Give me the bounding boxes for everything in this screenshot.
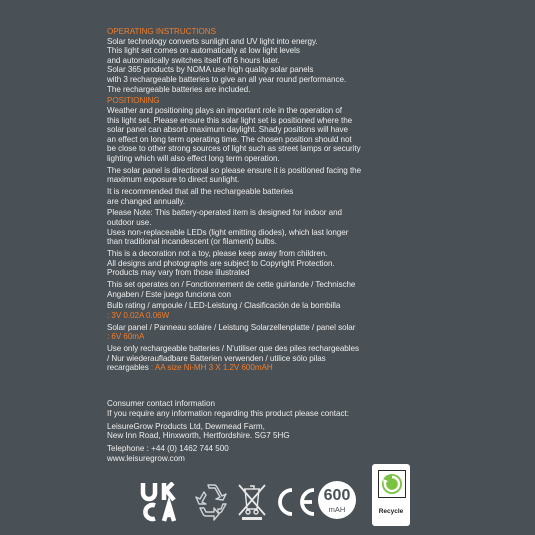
safety-note bbox=[107, 249, 425, 278]
operating-line: and automatically switches itself off 6 hours later. bbox=[107, 55, 280, 65]
positioning-line: an effect on long term operating time. The chosen position should not bbox=[107, 134, 352, 144]
operating-line: This light set comes on automatically at low light levels bbox=[107, 46, 300, 56]
note-line: The solar panel is directional so please ensure it is positioned facing the bbox=[107, 165, 362, 175]
note-line: This set operates on / Fonctionnement de cette guirlande / Technische bbox=[107, 279, 356, 289]
battery-line: / Nur wiederaufladbare Batterien verwenden / utilice sólo pilas bbox=[107, 353, 326, 363]
positioning-line: Weather and positioning plays an important role in the operation of bbox=[107, 105, 342, 115]
ukca-mark-icon bbox=[140, 482, 184, 522]
note-line: than traditional incandescent (or filament) bulbs. bbox=[107, 237, 277, 247]
operating-section bbox=[107, 27, 425, 94]
telephone: Telephone : +44 (0) 1462 744 500 bbox=[107, 444, 229, 454]
instructions-block bbox=[107, 27, 425, 375]
battery-capacity-number: 600 bbox=[323, 487, 351, 504]
solar-panel-value: : 6V 60mA bbox=[107, 332, 145, 342]
positioning-heading: POSITIONING bbox=[107, 96, 160, 106]
battery-rating bbox=[107, 344, 425, 373]
ce-mark-icon bbox=[274, 487, 318, 517]
operating-line: The rechargeable batteries are included. bbox=[107, 84, 251, 94]
note-line: All designs and photographs are subject to Copyright Protection. bbox=[107, 258, 335, 268]
positioning-line: lighting which will also effect long term operation. bbox=[107, 153, 280, 163]
note-line: Products may vary from those illustrated bbox=[107, 268, 250, 278]
operates-on-note bbox=[107, 280, 425, 299]
battery-line: Use only rechargeable batteries / N’utiliser que des piles rechargeables bbox=[107, 344, 359, 354]
operating-heading: OPERATING INSTRUCTIONS bbox=[107, 27, 216, 36]
battery-change-note bbox=[107, 187, 425, 206]
note-line: Angaben / Este juego funciona con bbox=[107, 289, 231, 299]
solar-panel-direction-note bbox=[107, 166, 425, 185]
solar-panel-rating bbox=[107, 323, 425, 342]
weee-bin-icon bbox=[236, 481, 268, 521]
operating-line: Solar technology converts sunlight and UV light into energy. bbox=[107, 36, 318, 46]
bulb-rating-label: Bulb rating / ampoule / LED-Leistung / Clasificación de la bombilla bbox=[107, 301, 341, 311]
note-line: This is a decoration not a toy, please keep away from children. bbox=[107, 249, 328, 258]
website-link[interactable]: www.leisuregrow.com bbox=[107, 453, 185, 463]
battery-last-label: recargables bbox=[107, 363, 149, 373]
positioning-line: this light set. Please ensure this solar light set is positioned where the bbox=[107, 115, 353, 125]
note-line: Please Note: This battery-operated item is designed for indoor and bbox=[107, 208, 343, 218]
bulb-rating bbox=[107, 301, 425, 320]
note-line: It is recommended that all the rechargeable batteries bbox=[107, 187, 294, 197]
recycle-badge bbox=[372, 464, 410, 526]
address-line-2: New Inn Road, Hinxworth, Hertfordshire. SG7 5HG bbox=[107, 431, 290, 441]
operating-line: with 3 rechargeable batteries to give an all year round performance. bbox=[107, 74, 347, 84]
contact-intro: If you require any information regarding this product please contact: bbox=[107, 408, 350, 418]
battery-capacity-badge bbox=[318, 481, 356, 519]
note-line: outdoor use. bbox=[107, 218, 152, 228]
positioning-line: be close to other strong sources of light such as street lamps or security bbox=[107, 144, 361, 154]
operating-line: Solar 365 products by NOMA use high quality solar panels bbox=[107, 65, 314, 75]
usage-note bbox=[107, 208, 425, 246]
battery-line-last bbox=[107, 363, 425, 373]
address-line-1: LeisureGrow Products Ltd, Dewmead Farm, bbox=[107, 421, 265, 431]
bulb-rating-value: : 3V 0.02A 0.06W bbox=[107, 310, 170, 320]
certification-logos bbox=[140, 478, 430, 526]
battery-capacity-unit: mAH bbox=[328, 505, 346, 514]
consumer-contact bbox=[107, 399, 437, 465]
note-line: are changed annually. bbox=[107, 196, 185, 206]
contact-heading: Consumer contact information bbox=[107, 399, 215, 408]
recycling-symbol-icon bbox=[192, 482, 232, 522]
positioning-line: solar panel can absorb maximum daylight. Shady positions will have bbox=[107, 125, 348, 135]
recycle-label: Recycle bbox=[378, 508, 404, 515]
note-line: maximum exposure to direct sunlight. bbox=[107, 175, 240, 185]
recycle-arrow-icon bbox=[379, 471, 405, 497]
positioning-section bbox=[107, 96, 425, 163]
note-line: Uses non-replaceable LEDs (light emitting diodes), which last longer bbox=[107, 227, 349, 237]
solar-panel-label: Solar panel / Panneau solaire / Leistung Solarzellenplatte / panel solar bbox=[107, 322, 356, 332]
battery-value: : AA size Ni-MH 3 X 1.2V 600mAH bbox=[150, 363, 273, 373]
